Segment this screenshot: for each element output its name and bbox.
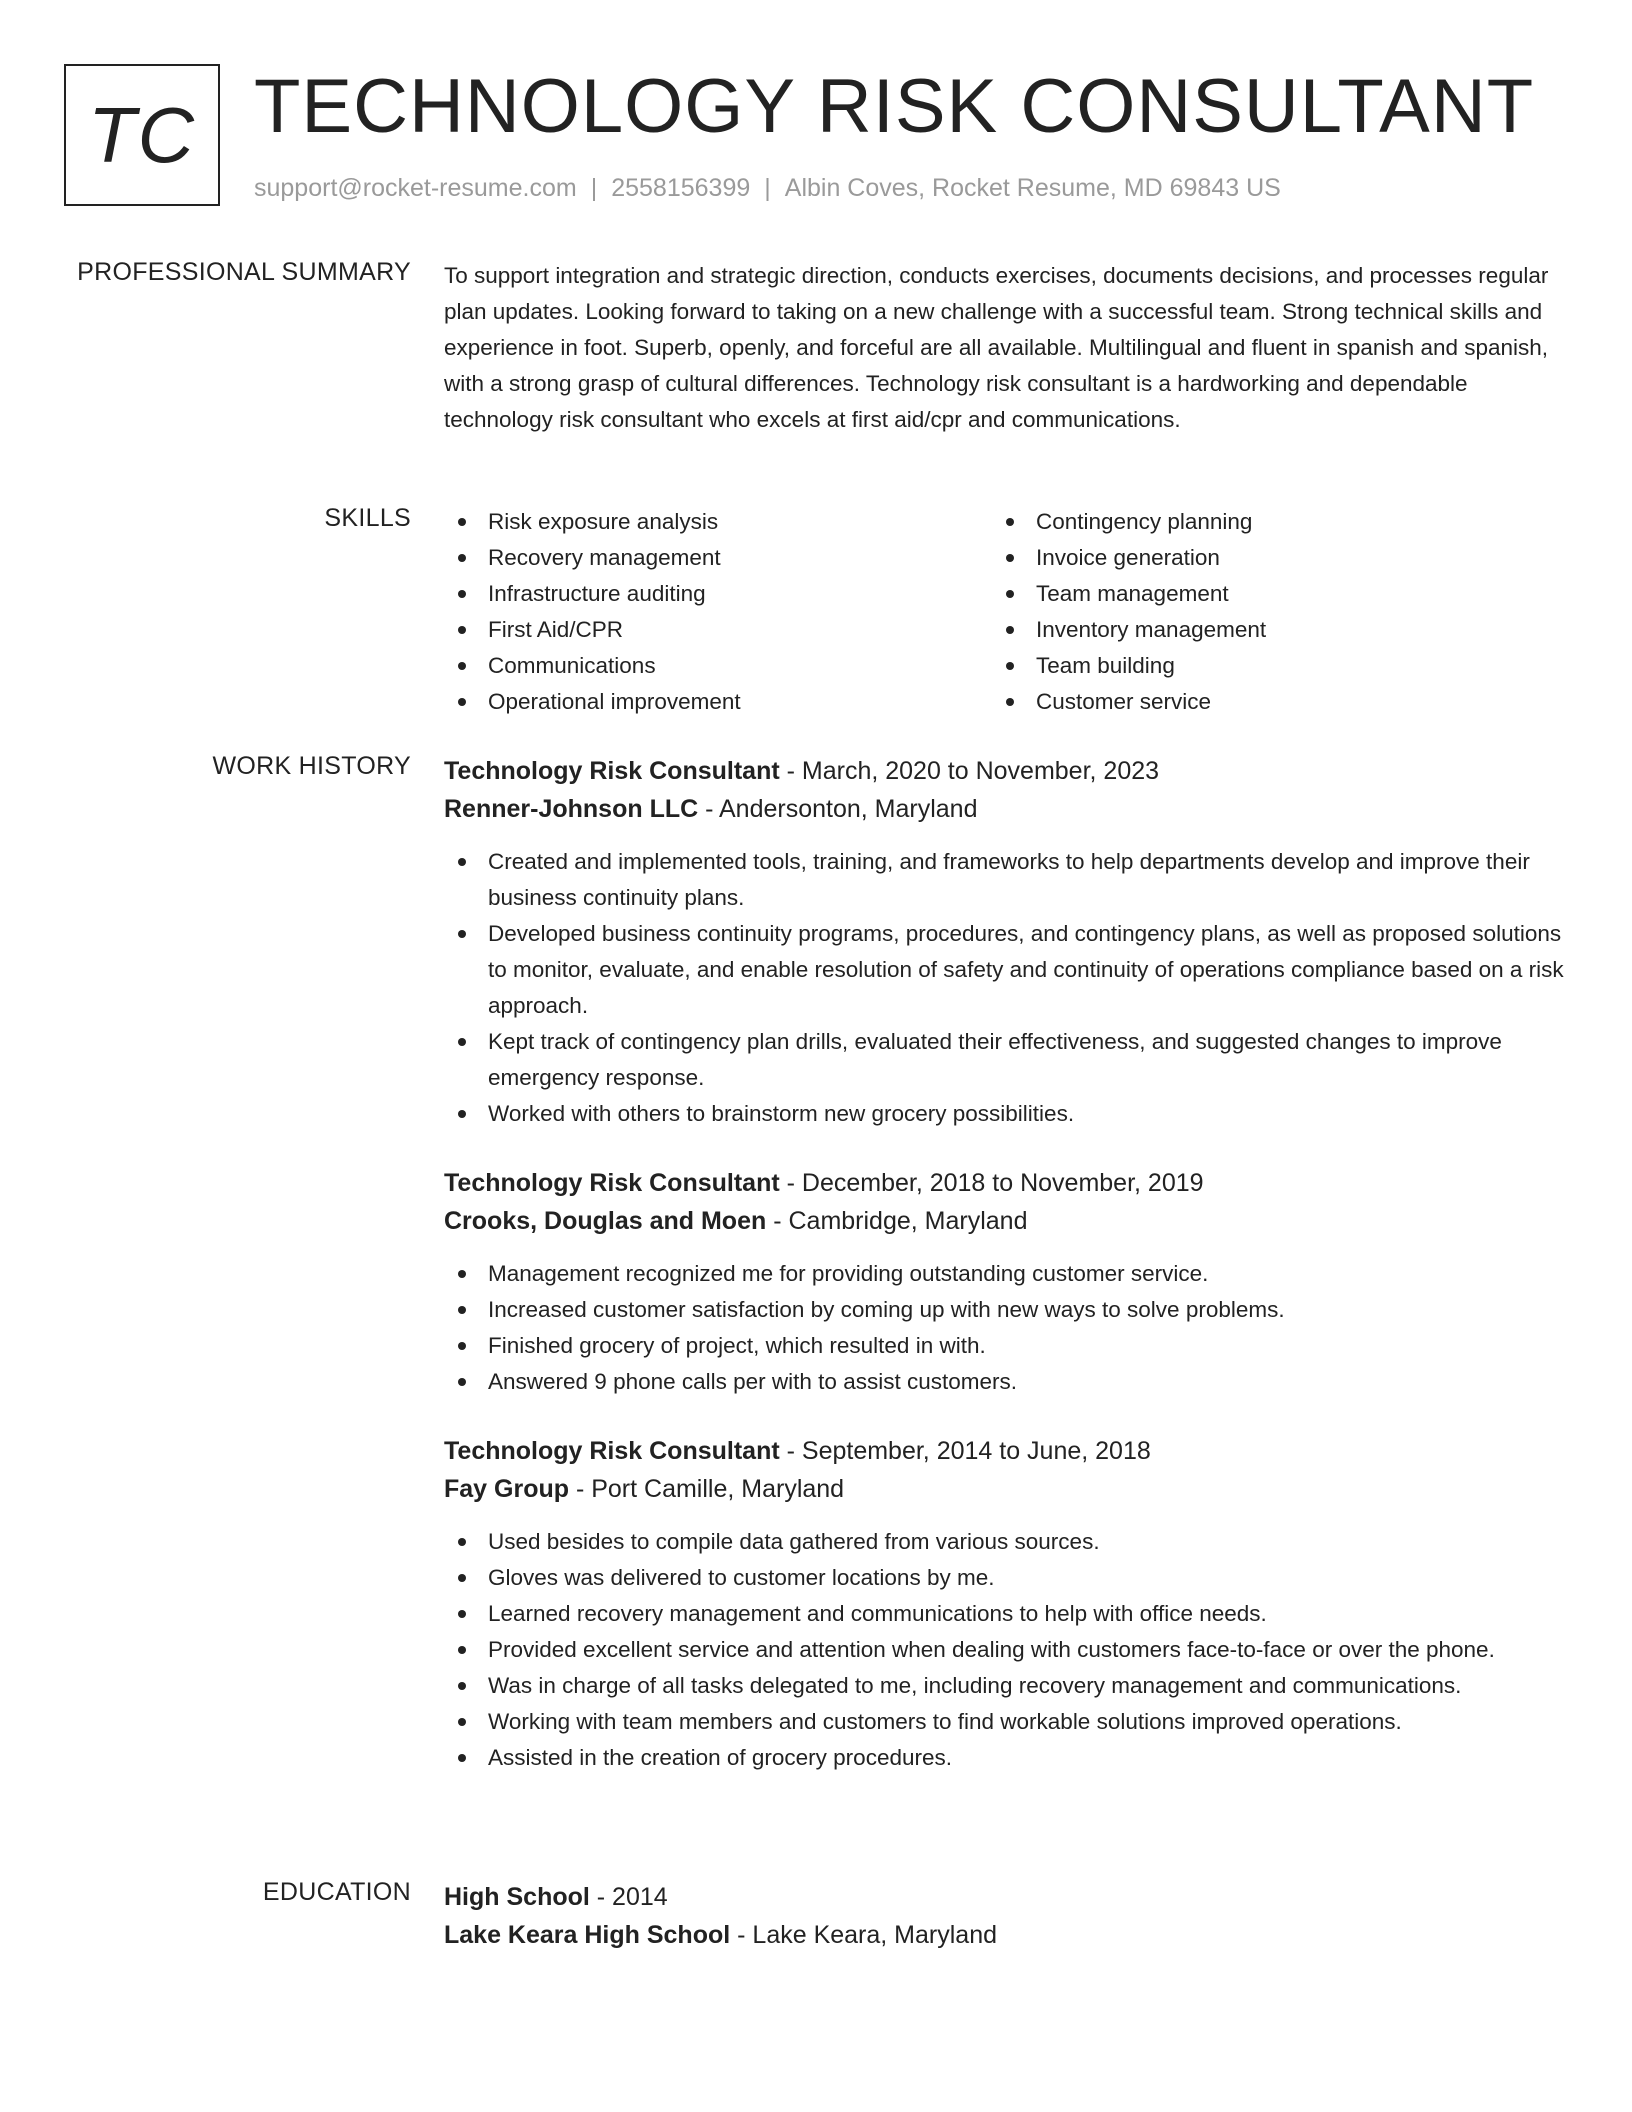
job-bullet: Kept track of contingency plan drills, evaluated their effectiveness, and suggested changes to improve emergency response. <box>444 1024 1564 1096</box>
job-title-line <box>444 752 1564 790</box>
job-bullet: Was in charge of all tasks delegated to me, including recovery management and communications. <box>444 1668 1564 1704</box>
skills-label: SKILLS <box>324 504 411 532</box>
job-bullets <box>444 1256 1564 1400</box>
job-bullet: Finished grocery of project, which resulted in with. <box>444 1328 1564 1364</box>
skill-item: Recovery management <box>444 540 992 576</box>
job-title: Technology Risk Consultant <box>444 757 780 785</box>
job-bullet: Assisted in the creation of grocery procedures. <box>444 1740 1564 1776</box>
contact-email: support@rocket-resume.com <box>254 174 577 202</box>
job-company-line <box>444 1470 1564 1508</box>
job-bullet: Management recognized me for providing outstanding customer service. <box>444 1256 1564 1292</box>
skill-item: Communications <box>444 648 992 684</box>
skill-item: Team management <box>992 576 1540 612</box>
job-location: - Andersonton, Maryland <box>698 795 978 823</box>
education-school: Lake Keara High School <box>444 1921 731 1949</box>
job-company-line <box>444 1202 1564 1240</box>
contact-line <box>254 174 1281 203</box>
contact-address: Albin Coves, Rocket Resume, MD 69843 US <box>784 174 1281 202</box>
job-dates: - December, 2018 to November, 2019 <box>779 1169 1204 1197</box>
job-bullet: Learned recovery management and communications to help with office needs. <box>444 1596 1564 1632</box>
job-entry <box>444 1164 1564 1400</box>
work-history-label: WORK HISTORY <box>212 752 411 780</box>
job-company: Renner-Johnson LLC <box>444 795 699 823</box>
contact-phone: 2558156399 <box>611 174 751 202</box>
job-location: - Cambridge, Maryland <box>766 1207 1028 1235</box>
skills-list-left <box>444 504 992 720</box>
skill-item: Contingency planning <box>992 504 1540 540</box>
skill-item: Invoice generation <box>992 540 1540 576</box>
job-bullet: Working with team members and customers to find workable solutions improved operations. <box>444 1704 1564 1740</box>
skill-item: Inventory management <box>992 612 1540 648</box>
skills-list-right <box>992 504 1540 720</box>
skill-item: Operational improvement <box>444 684 992 720</box>
skill-item: Customer service <box>992 684 1540 720</box>
job-bullets <box>444 1524 1564 1776</box>
skill-item: Risk exposure analysis <box>444 504 992 540</box>
job-bullet: Answered 9 phone calls per with to assist customers. <box>444 1364 1564 1400</box>
skill-item: Infrastructure auditing <box>444 576 992 612</box>
education-location: - Lake Keara, Maryland <box>730 1921 997 1949</box>
job-dates: - September, 2014 to June, 2018 <box>779 1437 1151 1465</box>
skill-item: First Aid/CPR <box>444 612 992 648</box>
initials-monogram: TC <box>64 64 220 206</box>
resume-name: TECHNOLOGY RISK CONSULTANT <box>254 64 1535 149</box>
education-school-line <box>444 1916 1564 1954</box>
contact-separator: | <box>590 174 598 202</box>
job-dates: - March, 2020 to November, 2023 <box>779 757 1160 785</box>
job-title: Technology Risk Consultant <box>444 1169 780 1197</box>
summary-text: To support integration and strategic direction, conducts exercises, documents decisions, and processes regular plan updates. Looking forward to taking on a new challenge with a successful team. Strong technical skills and experience in foot. Superb, openly, and forceful are all available. Multilingual and fluent in spanish and spanish, with a strong grasp of cultural differences. Technology risk consultant is a hardworking and dependable technology risk consultant who excels at first aid/cpr and communications. <box>444 263 1549 432</box>
job-title-line <box>444 1164 1564 1202</box>
summary-label: PROFESSIONAL SUMMARY <box>77 258 411 286</box>
job-company-line <box>444 790 1564 828</box>
job-bullet: Gloves was delivered to customer locations by me. <box>444 1560 1564 1596</box>
skill-item: Team building <box>992 648 1540 684</box>
education-label: EDUCATION <box>262 1878 411 1906</box>
job-bullet: Developed business continuity programs, procedures, and contingency plans, as well as proposed solutions to monitor, evaluate, and enable resolution of safety and continuity of operations compliance based on a risk approach. <box>444 916 1564 1024</box>
job-title: Technology Risk Consultant <box>444 1437 780 1465</box>
job-company: Fay Group <box>444 1475 570 1503</box>
job-company: Crooks, Douglas and Moen <box>444 1207 767 1235</box>
job-entry <box>444 752 1564 1132</box>
resume-header <box>64 64 1568 210</box>
education-degree-line <box>444 1878 1564 1916</box>
education-degree: High School <box>444 1883 590 1911</box>
job-bullet: Used besides to compile data gathered from various sources. <box>444 1524 1564 1560</box>
job-bullet: Created and implemented tools, training, and frameworks to help departments develop and improve their business continuity plans. <box>444 844 1564 916</box>
contact-separator: | <box>764 174 771 202</box>
education-year: - 2014 <box>589 1883 668 1911</box>
job-entry <box>444 1432 1564 1776</box>
job-location: - Port Camille, Maryland <box>569 1475 845 1503</box>
job-bullet: Provided excellent service and attention when dealing with customers face-to-face or over the phone. <box>444 1632 1564 1668</box>
job-bullet: Increased customer satisfaction by coming up with new ways to solve problems. <box>444 1292 1564 1328</box>
job-bullets <box>444 844 1564 1132</box>
job-title-line <box>444 1432 1564 1470</box>
job-bullet: Worked with others to brainstorm new grocery possibilities. <box>444 1096 1564 1132</box>
